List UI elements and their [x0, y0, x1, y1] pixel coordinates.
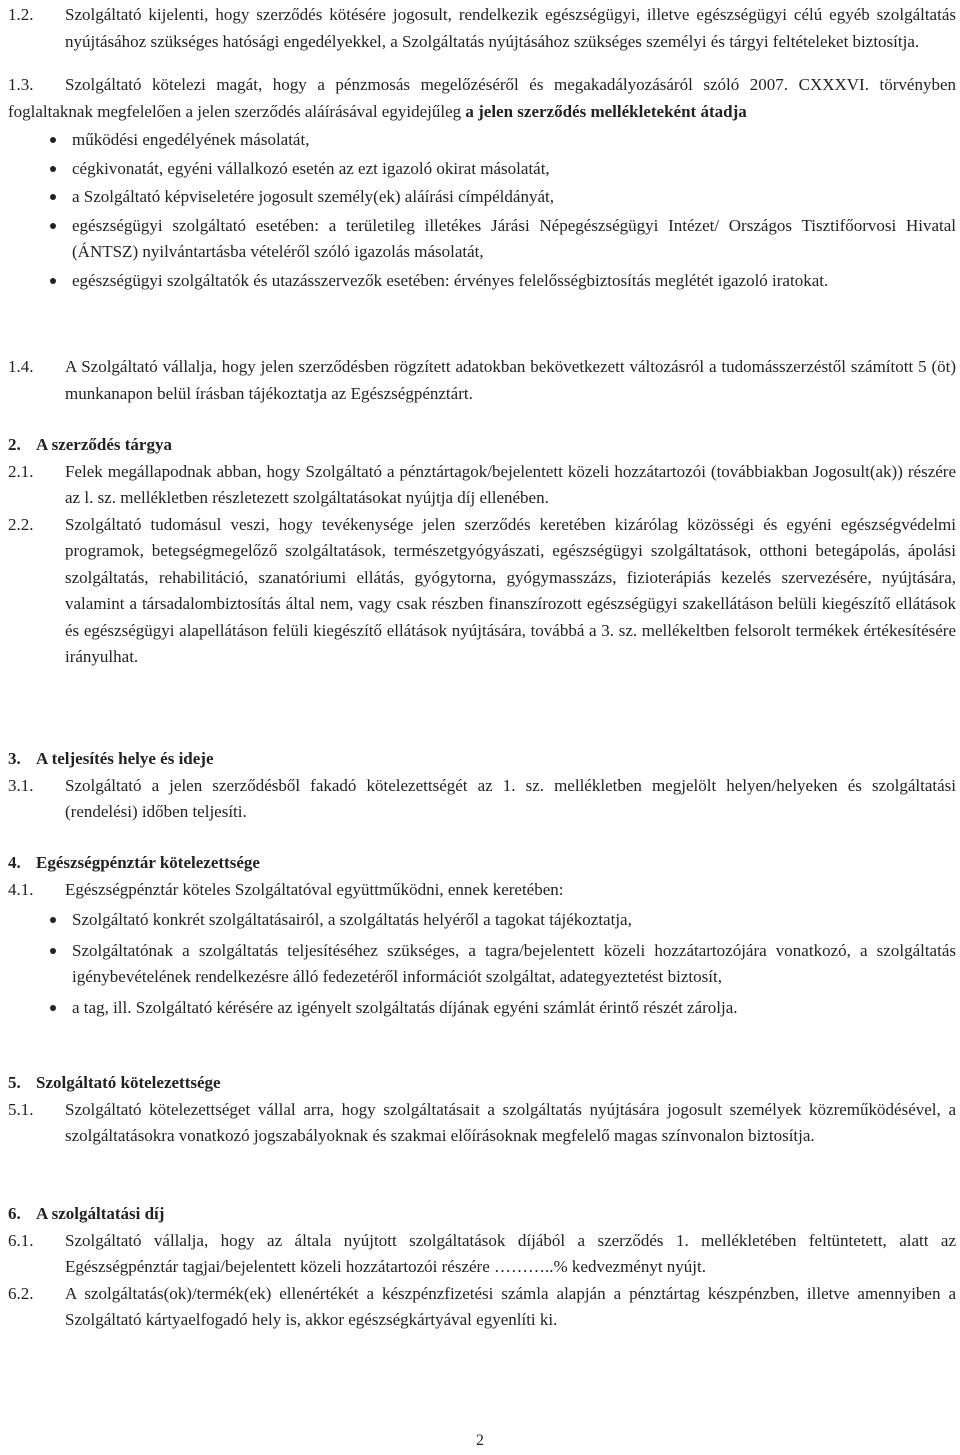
section-2: [8, 432, 956, 671]
paragraph-number: 6.1.: [8, 1230, 34, 1250]
page-number: 2: [476, 1432, 484, 1449]
heading-title: Egészségpénztár kötelezettsége: [36, 853, 260, 872]
paragraph-text: A Szolgáltató vállalja, hogy jelen szerződésben rögzített adatokban bekövetkezett változásról a tudomásszerzéstől számított 5 (öt) munkanapon belül írásban tájékoztatja az Egészségpénztárt.: [65, 357, 956, 403]
paragraph-2-2: [8, 512, 956, 671]
paragraph-1-2: [8, 2, 956, 55]
heading-number: 2.: [8, 435, 21, 454]
section-heading: [8, 1201, 956, 1228]
paragraph-number: 3.1.: [8, 775, 34, 795]
paragraph-number: 6.2.: [8, 1283, 34, 1303]
paragraph-text: Szolgáltató kötelezettséget vállal arra, hogy szolgáltatásait a szolgáltatás nyújtására jogosult személyek közreműködésével, a szolgáltatásokra vonatkozó jogszabályoknak és szakmai előírásoknak megfelelő magas színvonalon biztosítja.: [65, 1099, 956, 1145]
list-item: egészségügyi szolgáltatók és utazásszervezők esetében: érvényes felelősségbiztosítás meglétét igazoló iratokat.: [8, 268, 956, 295]
paragraph-number: 4.1.: [8, 879, 34, 899]
paragraph-6-1: [8, 1228, 956, 1281]
paragraph-number: 1.4.: [8, 357, 34, 376]
list-item: a tag, ill. Szolgáltató kérésére az igényelt szolgáltatás díjának egyéni számlát érintő részét zárolja.: [8, 995, 956, 1022]
list-item: a Szolgáltató képviseletére jogosult személy(ek) aláírási címpéldányát,: [8, 184, 956, 211]
list-item: cégkivonatát, egyéni vállalkozó esetén az ezt igazoló okirat másolatát,: [8, 156, 956, 183]
heading-number: 4.: [8, 853, 21, 872]
paragraph-1-4: [8, 354, 956, 407]
bullet-icon: [50, 917, 56, 923]
heading-title: A teljesítés helye és ideje: [36, 749, 214, 768]
paragraph-number: 5.1.: [8, 1099, 34, 1119]
heading-number: 6.: [8, 1204, 21, 1223]
section-heading: [8, 746, 956, 773]
heading-number: 5.: [8, 1073, 21, 1092]
list-item: Szolgáltató konkrét szolgáltatásairól, a szolgáltatás helyéről a tagokat tájékoztatja,: [8, 907, 956, 934]
bullet-icon: [50, 166, 56, 172]
section-3: [8, 746, 956, 826]
paragraph-text: Szolgáltató a jelen szerződésből fakadó kötelezettségét az 1. sz. mellékletben megjelölt helyen/helyeken és szolgáltatási (rendelési) időben teljesíti.: [65, 775, 956, 821]
list-item: működési engedélyének másolatát,: [8, 127, 956, 154]
heading-title: A szerződés tárgya: [36, 435, 172, 454]
section-heading: [8, 1070, 956, 1097]
document-list: [8, 907, 956, 1021]
paragraph-number: 2.2.: [8, 514, 34, 534]
paragraph-number: 1.2.: [8, 5, 34, 24]
paragraph-3-1: [8, 773, 956, 826]
heading-title: Szolgáltató kötelezettsége: [36, 1073, 221, 1092]
bullet-icon: [50, 223, 56, 229]
paragraph-5-1: [8, 1097, 956, 1150]
list-item: Szolgáltatónak a szolgáltatás teljesítéséhez szükséges, a tagra/bejelentett közeli hozzátartozójára vonatkozó, a szolgáltatás igénybevételének rendelkezésre álló fedezetéről információt szolgáltat, adategyeztetést biztosít,: [8, 938, 956, 991]
section-1-3: [8, 72, 956, 294]
paragraph-text: Felek megállapodnak abban, hogy Szolgáltató a pénztártagok/bejelentett közeli hozzátartozói (továbbiakban Jogosult(ak)) részére az l. sz. mellékletben részletezett szolgáltatásokat nyújtja díj ellenében.: [65, 461, 956, 507]
paragraph-4-1: [8, 877, 956, 904]
section-5: [8, 1070, 956, 1150]
paragraph-6-2: [8, 1281, 956, 1334]
paragraph-text: Egészségpénztár köteles Szolgáltatóval együttműködni, ennek keretében:: [65, 879, 564, 899]
section-6: [8, 1201, 956, 1334]
list-item: egészségügyi szolgáltató esetében: a területileg illetékes Járási Népegészségügyi Intézet/ Országos Tisztifőorvosi Hivatal (ÁNTSZ) nyilvántartásba vételéről szóló igazolás másolatát,: [8, 213, 956, 266]
heading-number: 3.: [8, 749, 21, 768]
section-heading: [8, 850, 956, 877]
paragraph-number: 2.1.: [8, 461, 34, 481]
paragraph-text: A szolgáltatás(ok)/termék(ek) ellenértékét a készpénzfizetési számla alapján a pénztártag készpénzben, illetve amennyiben a Szolgáltató kártyaelfogadó hely is, akkor egészségkártyával egyenlíti ki.: [65, 1283, 956, 1329]
paragraph-text: Szolgáltató tudomásul veszi, hogy tevékenysége jelen szerződés keretében kizárólag közösségi és egyéni egészségvédelmi programok, betegségmegelőző szolgáltatások, természetgyógyászati, egészségügyi szolgáltatások, otthoni betegápolás, ápolási szolgáltatás, rehabilitáció, szanatóriumi ellátás, gyógytorna, gyógymasszázs, fizioterápiás kezelés szervezésére, nyújtására, valamint a társadalombiztosítás által nem, vagy csak részben finanszírozott egészségügyi szakellátáson belüli kiegészítő ellátások és egészségügyi alapellátáson felüli kiegészítő ellátások nyújtására, továbbá a 3. sz. mellékeltben felsorolt termékek értékesítésére irányulhat.: [65, 514, 956, 666]
section-1-2: [8, 2, 956, 55]
heading-title: A szolgáltatási díj: [36, 1204, 165, 1223]
paragraph-number: 1.3.: [8, 75, 34, 94]
bullet-icon: [50, 278, 56, 284]
paragraph-bold-text: a jelen szerződés mellékleteként átadja: [465, 101, 747, 121]
paragraph-text: Szolgáltató kötelezi magát, hogy a pénzmosás megelőzéséről és megakadályozásáról szóló 2007. CXXXVI. törvényben foglaltaknak megfelelően a jelen szerződés aláírásával egyidejűleg: [8, 75, 956, 121]
section-1-4: [8, 354, 956, 407]
bullet-icon: [50, 194, 56, 200]
paragraph-text: Szolgáltató vállalja, hogy az általa nyújtott szolgáltatások díjából a szerződés 1. mellékletében feltüntetett, alatt az Egészségpénztár tagjai/bejelentett közeli hozzátartozói részére ………..% kedvezményt nyújt.: [65, 1230, 956, 1276]
document-list: [8, 127, 956, 294]
section-heading: [8, 432, 956, 459]
section-4: [8, 850, 956, 1021]
bullet-icon: [50, 948, 56, 954]
paragraph-2-1: [8, 459, 956, 512]
bullet-icon: [50, 1005, 56, 1011]
bullet-icon: [50, 137, 56, 143]
paragraph-1-3: [8, 72, 956, 125]
paragraph-text: Szolgáltató kijelenti, hogy szerződés kötésére jogosult, rendelkezik egészségügyi, illetve egészségügyi célú egyéb szolgáltatás nyújtásához szükséges hatósági engedélyekkel, a Szolgáltatás nyújtásához szükséges személyi és tárgyi feltételeket biztosítja.: [65, 5, 956, 51]
